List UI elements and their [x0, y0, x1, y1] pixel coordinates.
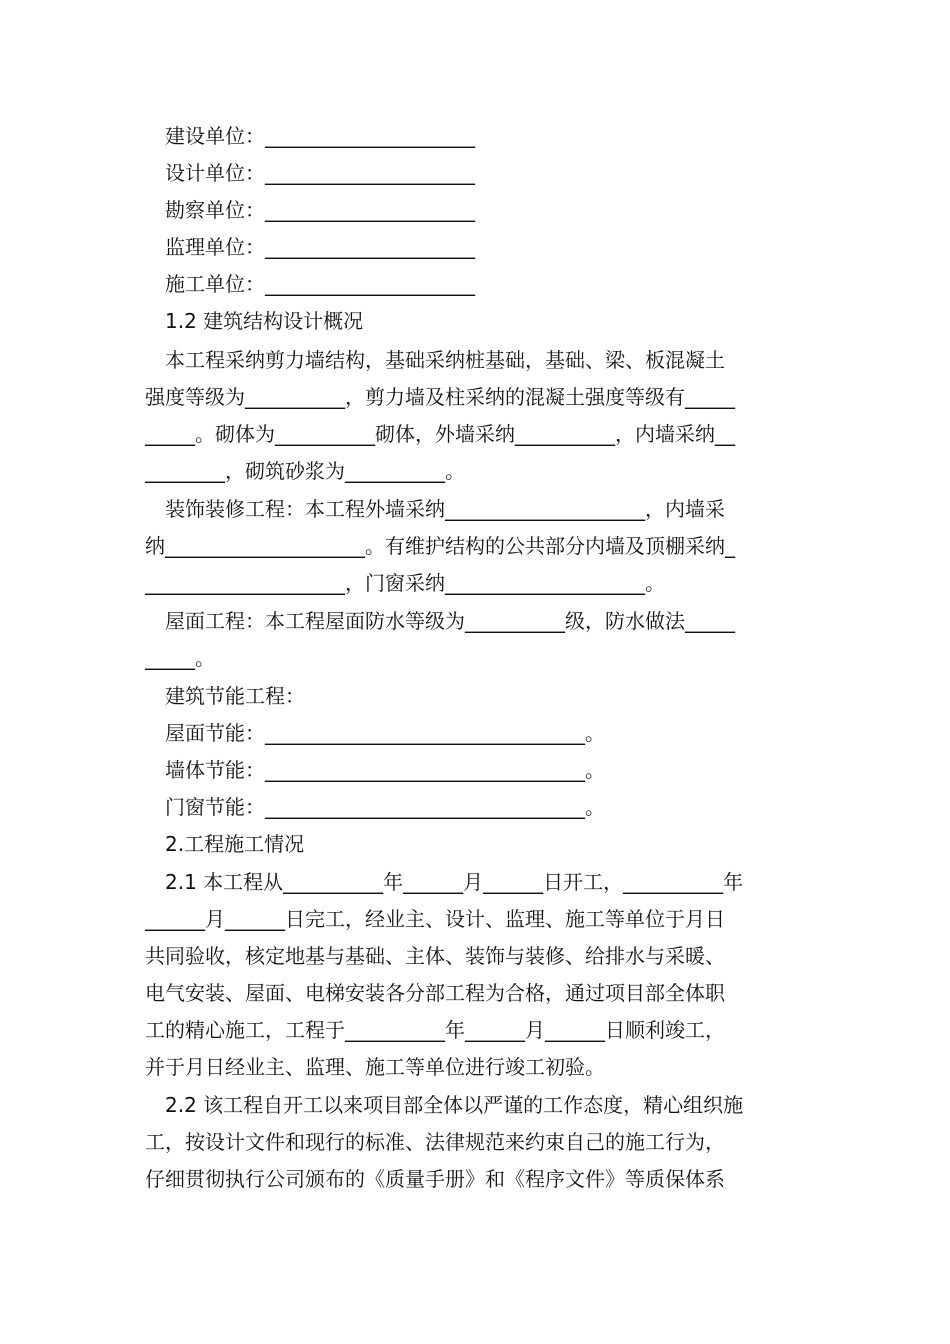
- structure-paragraph-line-4: ________，砌筑砂浆为__________。: [145, 459, 465, 483]
- quality-paragraph-line-1: 2.2 该工程自开工以来项目部全体以严谨的工作态度，精心组织施: [165, 1093, 744, 1117]
- decoration-paragraph-line-3: ____________________，门窗采纳____________________。: [145, 571, 665, 595]
- construction-paragraph-line-3: 共同验收，核定地基与基础、主体、装饰与装修、给排水与采暖、: [145, 944, 725, 968]
- section-heading-1-2: 1.2 建筑结构设计概况: [165, 309, 364, 333]
- structure-paragraph-line-1: 本工程采纳剪力墙结构，基础采纳桩基础，基础、梁、板混凝土: [165, 348, 725, 372]
- decoration-paragraph-line-2: 纳____________________。有维护结构的公共部分内墙及顶棚采纳_: [145, 534, 735, 558]
- roofing-paragraph-line-2: _____。: [145, 646, 215, 670]
- structure-paragraph-line-3: _____。砌体为__________砌体，外墙采纳__________，内墙采纳__: [145, 422, 735, 446]
- design-unit-line: 设计单位：_____________________: [165, 161, 475, 185]
- roof-energy-saving-line: 屋面节能：________________________________。: [165, 721, 605, 745]
- construction-paragraph-line-2: ______月______日完工，经业主、设计、监理、施工等单位于月日: [145, 907, 725, 931]
- construction-unit-line: 建设单位：_____________________: [165, 124, 475, 148]
- construction-paragraph-line-5: 工的精心施工，工程于__________年______月______日顺利竣工，: [145, 1018, 725, 1042]
- survey-unit-line: 勘察单位：_____________________: [165, 198, 475, 222]
- construction-paragraph-line-6: 并于月日经业主、监理、施工等单位进行竣工初验。: [145, 1055, 605, 1079]
- wall-energy-saving-line: 墙体节能：________________________________。: [165, 758, 605, 782]
- window-energy-saving-line: 门窗节能：________________________________。: [165, 795, 605, 819]
- quality-paragraph-line-2: 工，按设计文件和现行的标准、法律规范来约束自己的施工行为，: [145, 1130, 725, 1154]
- decoration-paragraph-line-1: 装饰装修工程：本工程外墙采纳____________________，内墙采: [165, 497, 725, 521]
- construction-paragraph-line-4: 电气安装、屋面、电梯安装各分部工程为合格，通过项目部全体职: [145, 981, 725, 1005]
- construction-paragraph-line-1: 2.1 本工程从__________年______月______日开工，__________年: [165, 870, 744, 894]
- energy-saving-heading: 建筑节能工程：: [165, 684, 305, 708]
- roofing-paragraph-line-1: 屋面工程：本工程屋面防水等级为__________级，防水做法_____: [165, 609, 735, 633]
- contractor-unit-line: 施工单位：_____________________: [165, 272, 475, 296]
- supervision-unit-line: 监理单位：_____________________: [165, 235, 475, 259]
- section-heading-2: 2.工程施工情况: [165, 832, 305, 856]
- structure-paragraph-line-2: 强度等级为__________，剪力墙及柱采纳的混凝土强度等级有_____: [145, 385, 735, 409]
- quality-paragraph-line-3: 仔细贯彻执行公司颁布的《质量手册》和《程序文件》等质保体系: [145, 1167, 725, 1191]
